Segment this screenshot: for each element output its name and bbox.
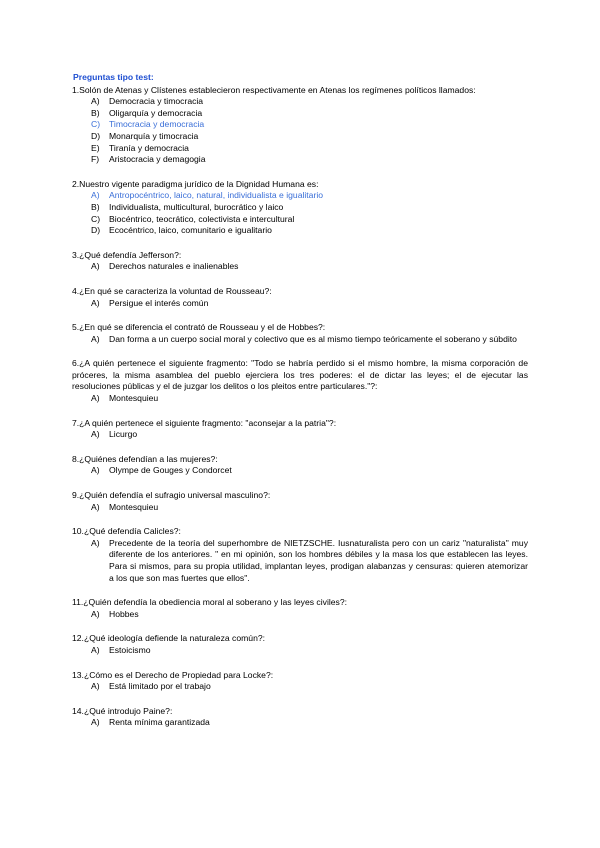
answer-options <box>72 429 528 441</box>
answer-options <box>72 645 528 657</box>
answer-option <box>72 143 528 155</box>
option-letter: B) <box>91 201 100 212</box>
answer-options <box>72 261 528 273</box>
question-item <box>72 526 528 584</box>
question-item <box>72 250 528 273</box>
answer-options <box>72 465 528 477</box>
question-item <box>72 706 528 729</box>
option-letter: A) <box>91 681 100 692</box>
option-letter: A) <box>91 261 100 272</box>
question-item <box>72 179 528 237</box>
option-letter: C) <box>91 119 101 130</box>
answer-options <box>72 609 528 621</box>
option-text: Está limitado por el trabajo <box>109 681 211 692</box>
option-letter: A) <box>91 465 100 476</box>
question-text: 14.¿Qué introdujo Paine?: <box>72 705 173 716</box>
option-letter: D) <box>91 225 101 236</box>
answer-option-highlighted <box>72 190 528 202</box>
answer-option <box>72 225 528 237</box>
question-text: 3.¿Qué defendía Jefferson?: <box>72 249 182 260</box>
option-text: Democracia y timocracia <box>109 96 204 107</box>
option-text: Dan forma a un cuerpo social moral y colectivo que es al mismo tiempo teóricamente el soberano y súbdito <box>109 333 517 344</box>
option-text: Ecocéntrico, laico, comunitario e igualitario <box>109 225 272 236</box>
answer-option <box>72 465 528 477</box>
option-text: Biocéntrico, teocrático, colectivista e intercultural <box>109 213 295 224</box>
option-text: Licurgo <box>109 429 138 440</box>
question-text: 5.¿En qué se diferencia el contrató de Rousseau y el de Hobbes?: <box>72 322 326 333</box>
answer-options <box>72 681 528 693</box>
question-text: 7.¿A quién pertenece el siguiente fragmento: "aconsejar a la patria"?: <box>72 417 337 428</box>
option-text: Timocracia y democracia <box>109 119 205 130</box>
question-text: 2.Nuestro vigente paradigma jurídico de la Dignidad Humana es: <box>72 178 319 189</box>
answer-option <box>72 609 528 621</box>
question-item <box>72 85 528 166</box>
question-text: 9.¿Quién defendía el sufragio universal masculino?: <box>72 490 271 501</box>
question-text: 10.¿Qué defendía Calicles?: <box>72 526 181 537</box>
answer-option <box>72 334 528 346</box>
answer-option <box>72 538 528 584</box>
option-letter: A) <box>91 333 100 344</box>
answer-option <box>72 131 528 143</box>
option-text: Derechos naturales e inalienables <box>109 261 239 272</box>
option-letter: A) <box>91 717 100 728</box>
option-text: Montesquieu <box>109 393 159 404</box>
option-letter: D) <box>91 130 101 141</box>
option-letter: F) <box>91 154 100 165</box>
question-list <box>72 85 528 729</box>
option-letter: C) <box>91 213 101 224</box>
question-item <box>72 490 528 513</box>
option-text: Hobbes <box>109 608 139 619</box>
question-text: 6.¿A quién pertenece el siguiente fragmento: "Todo se habría perdido si el mismo hombre, la misma corporación de próceres, la misma asamblea del pueblo ejerciera los tres poderes: el de dictar las leyes; el de ejecutar las resoluciones públicas y el de juzgar los delitos o los pleitos entre particulares."?: <box>72 358 528 392</box>
answer-options <box>72 538 528 584</box>
answer-option <box>72 108 528 120</box>
option-letter: A) <box>91 644 100 655</box>
question-text: 4.¿En qué se caracteriza la voluntad de Rousseau?: <box>72 285 272 296</box>
option-text: Precedente de la teoría del superhombre de NIETZSCHE. Iusnaturalista pero con un cariz "naturalista" muy diferente de los anteriores. " en mi opinión, son los hombres débiles y la masa los que establecen las leyes. Para si mismos, para su propia utilidad, implantan leyes, prodigan alabanzas y censuras: quieren atemorizar a los que son mas fuertes que ellos". <box>109 537 528 583</box>
answer-options <box>72 393 528 405</box>
option-text: Aristocracia y demagogia <box>109 154 206 165</box>
option-letter: A) <box>91 393 100 404</box>
question-text: 12.¿Qué ideología defiende la naturaleza común?: <box>72 633 266 644</box>
answer-options <box>72 96 528 166</box>
option-text: Oligarquía y democracia <box>109 107 203 118</box>
question-item <box>72 322 528 345</box>
answer-option <box>72 429 528 441</box>
option-text: Estoicismo <box>109 644 151 655</box>
answer-option <box>72 202 528 214</box>
option-text: Tiranía y democracia <box>109 142 189 153</box>
question-text: 11.¿Quién defendía la obediencia moral al soberano y las leyes civiles?: <box>72 597 347 608</box>
option-letter: A) <box>91 96 100 107</box>
option-letter: E) <box>91 142 100 153</box>
answer-option-highlighted <box>72 119 528 131</box>
answer-option <box>72 393 528 405</box>
option-text: Antropocéntrico, laico, natural, individualista e igualitario <box>109 190 324 201</box>
answer-options <box>72 717 528 729</box>
answer-options <box>72 502 528 514</box>
question-item <box>72 418 528 441</box>
answer-options <box>72 334 528 346</box>
answer-option <box>72 214 528 226</box>
question-item <box>72 633 528 656</box>
question-text: 1.Solón de Atenas y Clístenes establecieron respectivamente en Atenas los regímenes políticos llamados: <box>72 84 476 95</box>
answer-option <box>72 154 528 166</box>
option-text: Olympe de Gouges y Condorcet <box>109 465 232 476</box>
answer-option <box>72 298 528 310</box>
option-letter: A) <box>91 429 100 440</box>
question-item <box>72 597 528 620</box>
question-text: 8.¿Quiénes defendían a las mujeres?: <box>72 453 218 464</box>
option-text: Monarquía y timocracia <box>109 130 199 141</box>
answer-option <box>72 502 528 514</box>
question-item <box>72 670 528 693</box>
section-heading: Preguntas tipo test: <box>73 72 154 82</box>
answer-option <box>72 681 528 693</box>
question-text: 13.¿Cómo es el Derecho de Propiedad para Locke?: <box>72 669 274 680</box>
option-text: Persigue el interés común <box>109 297 209 308</box>
question-item <box>72 454 528 477</box>
question-item <box>72 358 528 404</box>
option-text: Montesquieu <box>109 501 159 512</box>
option-letter: A) <box>91 297 100 308</box>
answer-option <box>72 261 528 273</box>
document-page <box>72 72 528 742</box>
option-letter: A) <box>91 537 100 548</box>
option-letter: A) <box>91 501 100 512</box>
answer-options <box>72 190 528 236</box>
answer-option <box>72 717 528 729</box>
option-letter: A) <box>91 608 100 619</box>
option-text: Renta mínima garantizada <box>109 717 210 728</box>
answer-options <box>72 298 528 310</box>
question-item <box>72 286 528 309</box>
option-text: Individualista, multicultural, burocrático y laico <box>109 201 284 212</box>
option-letter: B) <box>91 107 100 118</box>
option-letter: A) <box>91 190 100 201</box>
answer-option <box>72 645 528 657</box>
answer-option <box>72 96 528 108</box>
